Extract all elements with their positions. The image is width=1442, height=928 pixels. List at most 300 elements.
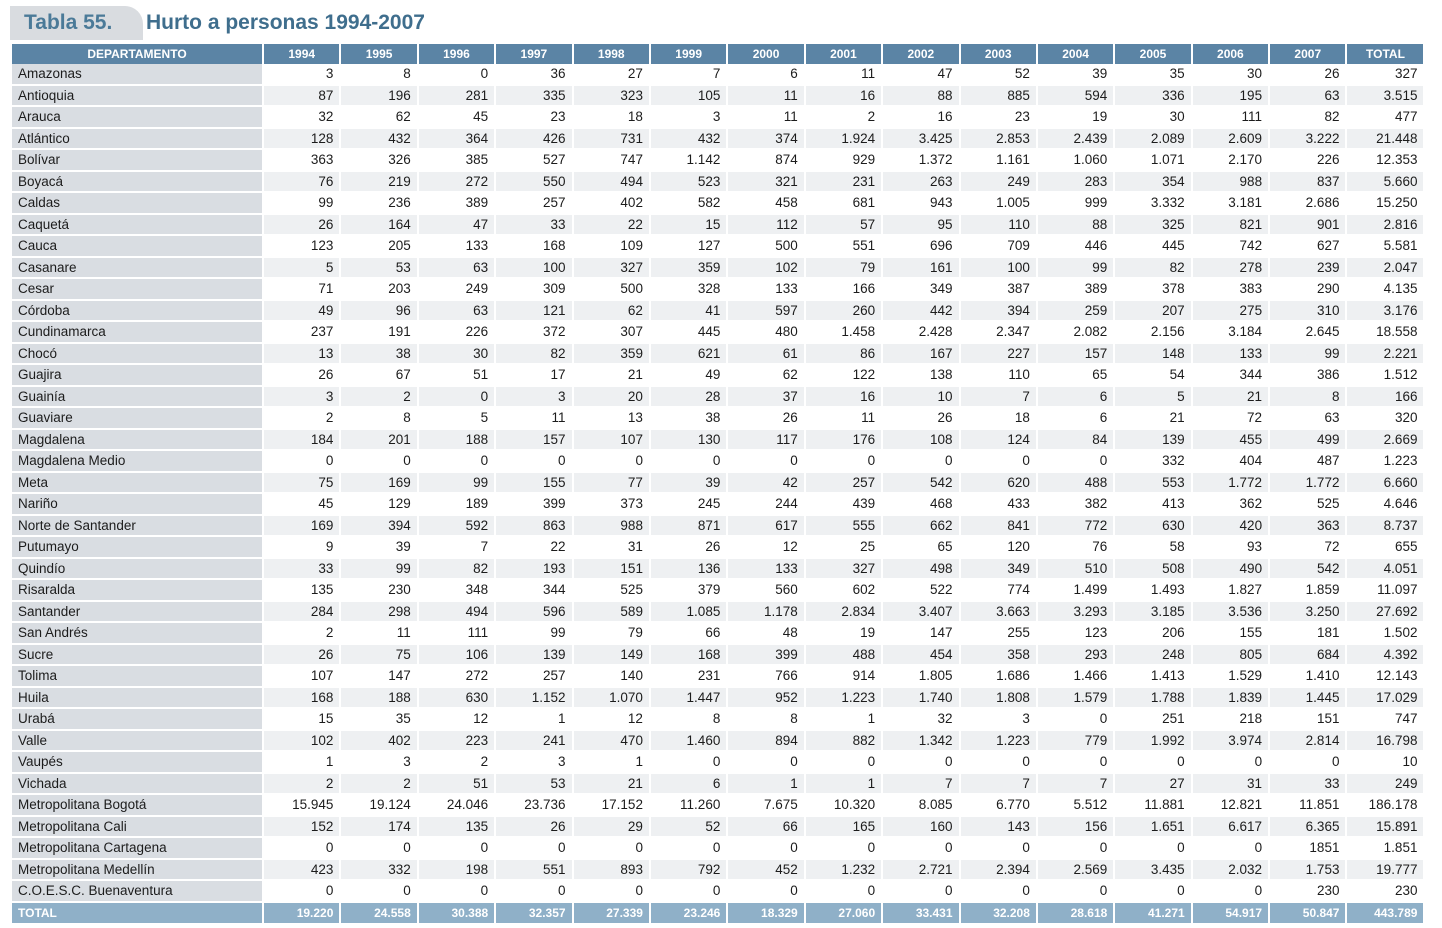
value-cell: 2: [263, 407, 340, 429]
value-cell: 49: [650, 364, 727, 386]
value-cell: 2.394: [960, 859, 1037, 881]
value-cell: 1.223: [805, 687, 882, 709]
value-cell: 354: [1114, 171, 1191, 193]
value-cell: 0: [1037, 837, 1114, 859]
value-cell: 480: [727, 321, 804, 343]
department-cell: Metropolitana Medellín: [11, 859, 263, 881]
value-cell: 1.740: [882, 687, 959, 709]
value-cell: 3.332: [1114, 192, 1191, 214]
value-cell: 230: [340, 579, 417, 601]
value-cell: 841: [960, 515, 1037, 537]
value-cell: 58: [1114, 536, 1191, 558]
value-cell: 20: [573, 386, 650, 408]
value-cell: 2.853: [960, 128, 1037, 150]
value-cell: 19: [1037, 106, 1114, 128]
value-cell: 378: [1114, 278, 1191, 300]
department-cell: Córdoba: [11, 300, 263, 322]
value-cell: 186.178: [1346, 794, 1424, 816]
table-row: [11, 558, 1424, 580]
value-cell: 201: [340, 429, 417, 451]
department-cell: Valle: [11, 730, 263, 752]
value-cell: 298: [340, 601, 417, 623]
value-cell: 257: [495, 192, 572, 214]
department-cell: Metropolitana Cartagena: [11, 837, 263, 859]
value-cell: 310: [1269, 300, 1346, 322]
value-cell: 168: [263, 687, 340, 709]
table-row: [11, 429, 1424, 451]
value-cell: 988: [1192, 171, 1269, 193]
column-header: 1996: [418, 44, 495, 64]
table-number-label: Tabla 55.: [10, 6, 143, 40]
value-cell: 1.772: [1192, 472, 1269, 494]
table-row: [11, 493, 1424, 515]
value-cell: 120: [960, 536, 1037, 558]
value-cell: 6.365: [1269, 816, 1346, 838]
value-cell: 21: [1114, 407, 1191, 429]
value-cell: 452: [727, 859, 804, 881]
value-cell: 1.851: [1346, 837, 1424, 859]
value-cell: 11: [495, 407, 572, 429]
value-cell: 0: [263, 880, 340, 902]
value-cell: 26: [263, 364, 340, 386]
value-cell: 1.413: [1114, 665, 1191, 687]
value-cell: 7: [650, 64, 727, 85]
value-cell: 96: [340, 300, 417, 322]
value-cell: 133: [1192, 343, 1269, 365]
value-cell: 161: [882, 257, 959, 279]
value-cell: 432: [340, 128, 417, 150]
value-cell: 241: [495, 730, 572, 752]
column-header: 1997: [495, 44, 572, 64]
value-cell: 26: [263, 644, 340, 666]
value-cell: 33: [263, 558, 340, 580]
value-cell: 901: [1269, 214, 1346, 236]
value-cell: 320: [1346, 407, 1424, 429]
value-cell: 11.097: [1346, 579, 1424, 601]
value-cell: 223: [418, 730, 495, 752]
value-cell: 8: [650, 708, 727, 730]
value-cell: 386: [1269, 364, 1346, 386]
value-cell: 874: [727, 149, 804, 171]
value-cell: 596: [495, 601, 572, 623]
value-cell: 24.046: [418, 794, 495, 816]
value-cell: 494: [418, 601, 495, 623]
value-cell: 19.124: [340, 794, 417, 816]
department-cell: Putumayo: [11, 536, 263, 558]
value-cell: 684: [1269, 644, 1346, 666]
value-cell: 16: [805, 85, 882, 107]
value-cell: 27: [573, 64, 650, 85]
value-cell: 108: [882, 429, 959, 451]
value-cell: 121: [495, 300, 572, 322]
table-row: [11, 794, 1424, 816]
value-cell: 205: [340, 235, 417, 257]
value-cell: 2: [263, 622, 340, 644]
value-cell: 19.777: [1346, 859, 1424, 881]
value-cell: 39: [650, 472, 727, 494]
value-cell: 3.181: [1192, 192, 1269, 214]
value-cell: 413: [1114, 493, 1191, 515]
value-cell: 1.232: [805, 859, 882, 881]
value-cell: 6: [1037, 407, 1114, 429]
value-cell: 38: [650, 407, 727, 429]
value-cell: 2.047: [1346, 257, 1424, 279]
value-cell: 394: [960, 300, 1037, 322]
value-cell: 0: [1114, 837, 1191, 859]
value-cell: 387: [960, 278, 1037, 300]
value-cell: 99: [263, 192, 340, 214]
table-row: [11, 665, 1424, 687]
value-cell: 402: [573, 192, 650, 214]
value-cell: 3: [263, 386, 340, 408]
value-cell: 3: [650, 106, 727, 128]
value-cell: 8: [727, 708, 804, 730]
title-bar: [10, 6, 1424, 42]
value-cell: 135: [263, 579, 340, 601]
value-cell: 592: [418, 515, 495, 537]
table-row: [11, 859, 1424, 881]
value-cell: 38: [340, 343, 417, 365]
total-value-cell: 33.431: [882, 902, 959, 923]
value-cell: 0: [805, 751, 882, 773]
table-row: [11, 171, 1424, 193]
department-cell: C.O.E.S.C. Buenaventura: [11, 880, 263, 902]
value-cell: 3.184: [1192, 321, 1269, 343]
value-cell: 525: [1269, 493, 1346, 515]
value-cell: 894: [727, 730, 804, 752]
value-cell: 87: [263, 85, 340, 107]
table-row: [11, 214, 1424, 236]
value-cell: 454: [882, 644, 959, 666]
value-cell: 594: [1037, 85, 1114, 107]
value-cell: 77: [573, 472, 650, 494]
department-cell: Atlántico: [11, 128, 263, 150]
value-cell: 349: [882, 278, 959, 300]
total-value-cell: 19.220: [263, 902, 340, 923]
value-cell: 582: [650, 192, 727, 214]
value-cell: 245: [650, 493, 727, 515]
value-cell: 49: [263, 300, 340, 322]
value-cell: 99: [1269, 343, 1346, 365]
value-cell: 9: [263, 536, 340, 558]
value-cell: 239: [1269, 257, 1346, 279]
column-header: 2005: [1114, 44, 1191, 64]
department-cell: Cesar: [11, 278, 263, 300]
value-cell: 423: [263, 859, 340, 881]
value-cell: 39: [340, 536, 417, 558]
value-cell: 26: [1269, 64, 1346, 85]
value-cell: 309: [495, 278, 572, 300]
value-cell: 82: [418, 558, 495, 580]
value-cell: 498: [882, 558, 959, 580]
value-cell: 0: [960, 751, 1037, 773]
table-row: [11, 257, 1424, 279]
value-cell: 5.512: [1037, 794, 1114, 816]
value-cell: 6: [1037, 386, 1114, 408]
value-cell: 0: [495, 880, 572, 902]
value-cell: 772: [1037, 515, 1114, 537]
table-row: [11, 192, 1424, 214]
value-cell: 155: [495, 472, 572, 494]
value-cell: 542: [882, 472, 959, 494]
value-cell: 3.435: [1114, 859, 1191, 881]
value-cell: 27: [1114, 773, 1191, 795]
table-row: [11, 149, 1424, 171]
value-cell: 30: [1192, 64, 1269, 85]
value-cell: 5: [263, 257, 340, 279]
column-header: TOTAL: [1346, 44, 1424, 64]
value-cell: 1.460: [650, 730, 727, 752]
value-cell: 1.772: [1269, 472, 1346, 494]
value-cell: 0: [727, 837, 804, 859]
value-cell: 88: [1037, 214, 1114, 236]
value-cell: 191: [340, 321, 417, 343]
value-cell: 943: [882, 192, 959, 214]
value-cell: 17.029: [1346, 687, 1424, 709]
value-cell: 0: [1269, 751, 1346, 773]
value-cell: 779: [1037, 730, 1114, 752]
value-cell: 21: [573, 364, 650, 386]
value-cell: 157: [495, 429, 572, 451]
value-cell: 130: [650, 429, 727, 451]
total-value-cell: 41.271: [1114, 902, 1191, 923]
department-cell: Guaviare: [11, 407, 263, 429]
value-cell: 237: [263, 321, 340, 343]
department-cell: Arauca: [11, 106, 263, 128]
value-cell: 88: [882, 85, 959, 107]
column-header: 2002: [882, 44, 959, 64]
value-cell: 2.569: [1037, 859, 1114, 881]
value-cell: 363: [263, 149, 340, 171]
value-cell: 45: [263, 493, 340, 515]
value-cell: 148: [1114, 343, 1191, 365]
value-cell: 111: [418, 622, 495, 644]
total-value-cell: 27.339: [573, 902, 650, 923]
value-cell: 15: [650, 214, 727, 236]
value-cell: 3: [495, 386, 572, 408]
value-cell: 12: [727, 536, 804, 558]
value-cell: 23: [960, 106, 1037, 128]
value-cell: 988: [573, 515, 650, 537]
value-cell: 0: [1114, 880, 1191, 902]
value-cell: 1.223: [960, 730, 1037, 752]
value-cell: 147: [340, 665, 417, 687]
value-cell: 84: [1037, 429, 1114, 451]
value-cell: 30: [1114, 106, 1191, 128]
value-cell: 231: [805, 171, 882, 193]
value-cell: 3.250: [1269, 601, 1346, 623]
value-cell: 149: [573, 644, 650, 666]
value-cell: 1.060: [1037, 149, 1114, 171]
value-cell: 871: [650, 515, 727, 537]
value-cell: 7: [418, 536, 495, 558]
value-cell: 23.736: [495, 794, 572, 816]
value-cell: 488: [805, 644, 882, 666]
value-cell: 2.645: [1269, 321, 1346, 343]
value-cell: 742: [1192, 235, 1269, 257]
value-cell: 0: [1192, 837, 1269, 859]
value-cell: 164: [340, 214, 417, 236]
department-cell: Caquetá: [11, 214, 263, 236]
value-cell: 432: [650, 128, 727, 150]
value-cell: 15.891: [1346, 816, 1424, 838]
value-cell: 327: [573, 257, 650, 279]
value-cell: 157: [1037, 343, 1114, 365]
value-cell: 0: [650, 751, 727, 773]
value-cell: 193: [495, 558, 572, 580]
value-cell: 525: [573, 579, 650, 601]
value-cell: 362: [1192, 493, 1269, 515]
value-cell: 621: [650, 343, 727, 365]
value-cell: 26: [650, 536, 727, 558]
value-cell: 31: [573, 536, 650, 558]
department-cell: Vichada: [11, 773, 263, 795]
table-body: [11, 64, 1424, 902]
value-cell: 174: [340, 816, 417, 838]
value-cell: 28: [650, 386, 727, 408]
value-cell: 188: [340, 687, 417, 709]
department-cell: Sucre: [11, 644, 263, 666]
data-table: [10, 44, 1425, 923]
value-cell: 111: [1192, 106, 1269, 128]
department-cell: Bolívar: [11, 149, 263, 171]
value-cell: 5: [418, 407, 495, 429]
value-cell: 82: [495, 343, 572, 365]
value-cell: 99: [418, 472, 495, 494]
value-cell: 2.814: [1269, 730, 1346, 752]
value-cell: 681: [805, 192, 882, 214]
value-cell: 107: [573, 429, 650, 451]
value-cell: 127: [650, 235, 727, 257]
value-cell: 1.924: [805, 128, 882, 150]
column-header: 2001: [805, 44, 882, 64]
value-cell: 5.660: [1346, 171, 1424, 193]
value-cell: 26: [727, 407, 804, 429]
value-cell: 597: [727, 300, 804, 322]
value-cell: 3.222: [1269, 128, 1346, 150]
value-cell: 47: [418, 214, 495, 236]
value-cell: 195: [1192, 85, 1269, 107]
value-cell: 176: [805, 429, 882, 451]
department-cell: Meta: [11, 472, 263, 494]
table-total-row: [11, 902, 1424, 923]
value-cell: 259: [1037, 300, 1114, 322]
value-cell: 433: [960, 493, 1037, 515]
value-cell: 349: [960, 558, 1037, 580]
department-cell: Amazonas: [11, 64, 263, 85]
value-cell: 11: [727, 85, 804, 107]
value-cell: 3: [263, 64, 340, 85]
value-cell: 47: [882, 64, 959, 85]
value-cell: 662: [882, 515, 959, 537]
value-cell: 389: [1037, 278, 1114, 300]
value-cell: 468: [882, 493, 959, 515]
value-cell: 196: [340, 85, 417, 107]
value-cell: 1.178: [727, 601, 804, 623]
value-cell: 542: [1269, 558, 1346, 580]
department-cell: Cauca: [11, 235, 263, 257]
value-cell: 11: [805, 407, 882, 429]
value-cell: 156: [1037, 816, 1114, 838]
value-cell: 57: [805, 214, 882, 236]
value-cell: 110: [960, 214, 1037, 236]
table-row: [11, 343, 1424, 365]
value-cell: 5: [1114, 386, 1191, 408]
value-cell: 110: [960, 364, 1037, 386]
value-cell: 4.392: [1346, 644, 1424, 666]
value-cell: 272: [418, 171, 495, 193]
value-cell: 1.005: [960, 192, 1037, 214]
value-cell: 2.721: [882, 859, 959, 881]
table-row: [11, 816, 1424, 838]
value-cell: 2.347: [960, 321, 1037, 343]
value-cell: 188: [418, 429, 495, 451]
department-cell: Magdalena Medio: [11, 450, 263, 472]
value-cell: 3.407: [882, 601, 959, 623]
value-cell: 21: [573, 773, 650, 795]
value-cell: 0: [1037, 751, 1114, 773]
value-cell: 184: [263, 429, 340, 451]
value-cell: 22: [495, 536, 572, 558]
value-cell: 7: [1037, 773, 1114, 795]
value-cell: 102: [727, 257, 804, 279]
value-cell: 0: [727, 880, 804, 902]
table-row: [11, 644, 1424, 666]
value-cell: 655: [1346, 536, 1424, 558]
value-cell: 26: [263, 214, 340, 236]
value-cell: 67: [340, 364, 417, 386]
value-cell: 523: [650, 171, 727, 193]
value-cell: 122: [805, 364, 882, 386]
value-cell: 10.320: [805, 794, 882, 816]
value-cell: 30: [418, 343, 495, 365]
value-cell: 882: [805, 730, 882, 752]
column-header: 2006: [1192, 44, 1269, 64]
table-row: [11, 751, 1424, 773]
value-cell: 439: [805, 493, 882, 515]
value-cell: 1: [495, 708, 572, 730]
value-cell: 13: [573, 407, 650, 429]
column-header: 2007: [1269, 44, 1346, 64]
value-cell: 2.816: [1346, 214, 1424, 236]
value-cell: 230: [1269, 880, 1346, 902]
value-cell: 147: [882, 622, 959, 644]
value-cell: 226: [418, 321, 495, 343]
value-cell: 35: [340, 708, 417, 730]
value-cell: 1.859: [1269, 579, 1346, 601]
value-cell: 7: [960, 773, 1037, 795]
table-row: [11, 64, 1424, 85]
value-cell: 27.692: [1346, 601, 1424, 623]
value-cell: 198: [418, 859, 495, 881]
value-cell: 363: [1269, 515, 1346, 537]
total-value-cell: 24.558: [340, 902, 417, 923]
value-cell: 1.651: [1114, 816, 1191, 838]
value-cell: 11.881: [1114, 794, 1191, 816]
value-cell: 0: [495, 450, 572, 472]
table-row: [11, 407, 1424, 429]
value-cell: 4.051: [1346, 558, 1424, 580]
table-row: [11, 837, 1424, 859]
table-row: [11, 579, 1424, 601]
value-cell: 82: [1114, 257, 1191, 279]
value-cell: 12.143: [1346, 665, 1424, 687]
value-cell: 1.447: [650, 687, 727, 709]
value-cell: 169: [263, 515, 340, 537]
value-cell: 166: [1346, 386, 1424, 408]
value-cell: 344: [495, 579, 572, 601]
value-cell: 0: [340, 880, 417, 902]
